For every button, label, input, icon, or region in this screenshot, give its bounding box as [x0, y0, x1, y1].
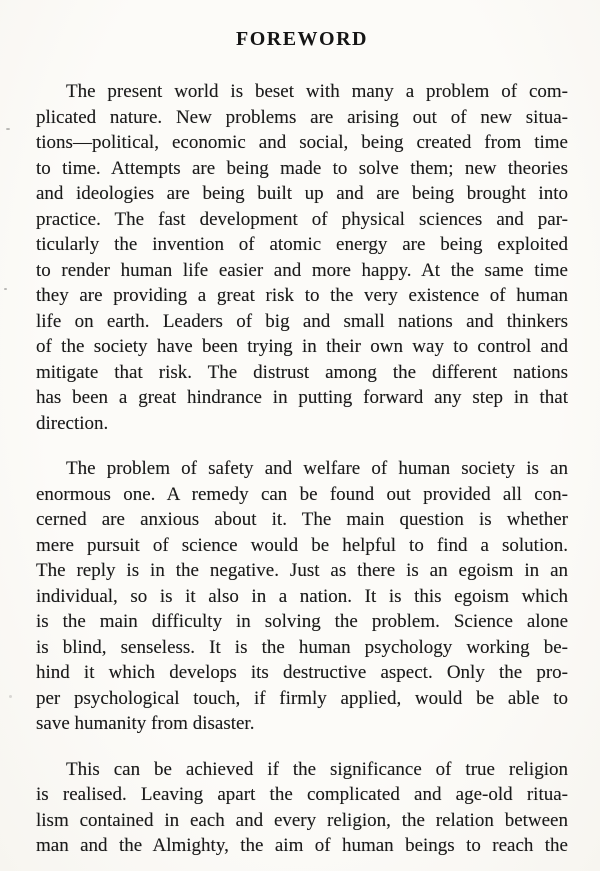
text-line: The problem of safety and welfare of human society is an	[66, 458, 568, 479]
text-line: hind it which develops its destructive aspect. Only the pro-	[36, 662, 568, 683]
text-line: of the society have been trying in their own way to control and	[36, 336, 568, 357]
scan-speck	[9, 695, 12, 698]
scan-speck	[6, 128, 10, 130]
text-line: The present world is beset with many a problem of com-	[66, 81, 568, 102]
text-line: man and the Almighty, the aim of human beings to reach the	[36, 835, 568, 856]
text-line: enormous one. A remedy can be found out provided all con-	[36, 483, 568, 505]
paragraph	[36, 456, 568, 737]
text-line: practice. The fast development of physical sciences and par-	[36, 208, 568, 230]
text-line: individual, so is it also in a nation. It is this egoism which	[36, 585, 568, 607]
text-line: they are providing a great risk to the very existence of human	[36, 285, 568, 306]
text-line: has been a great hindrance in putting forward any step in that	[36, 387, 568, 408]
paragraph	[36, 757, 568, 859]
text-line: save humanity from disaster.	[36, 713, 255, 734]
text-line: is realised. Leaving apart the complicated and age-old ritua-	[36, 784, 568, 805]
text-line: cerned are anxious about it. The main question is whether	[36, 509, 568, 530]
text-line: This can be achieved if the significance of true religion	[66, 758, 568, 780]
text-line: is the main difficulty in solving the problem. Science alone	[36, 611, 568, 632]
page-content	[36, 79, 568, 859]
text-line: to time. Attempts are being made to solve them; new theories	[36, 157, 568, 179]
text-line: lism contained in each and every religion, the relation between	[36, 809, 568, 831]
text-line: The reply is in the negative. Just as there is an egoism in an	[36, 560, 568, 581]
text-line: direction.	[36, 412, 109, 434]
text-line: ticularly the invention of atomic energy are being exploited	[36, 234, 568, 255]
page-title: FOREWORD	[236, 28, 368, 50]
text-line: to render human life easier and more happy. At the same time	[36, 259, 568, 281]
text-line: per psychological touch, if firmly applied, would be able to	[36, 687, 568, 709]
text-line: mere pursuit of science would be helpful to find a solution.	[36, 534, 568, 556]
paragraph	[36, 79, 568, 436]
scan-speck	[4, 288, 7, 290]
text-line: and ideologies are being built up and are being brought into	[36, 183, 568, 204]
text-line: is blind, senseless. It is the human psychology working be-	[36, 636, 568, 658]
text-line: life on earth. Leaders of big and small nations and thinkers	[36, 310, 568, 332]
text-line: plicated nature. New problems are arising out of new situa-	[36, 106, 568, 128]
text-line: tions—political, economic and social, being created from time	[36, 132, 568, 153]
text-line: mitigate that risk. The distrust among the different nations	[36, 361, 568, 383]
